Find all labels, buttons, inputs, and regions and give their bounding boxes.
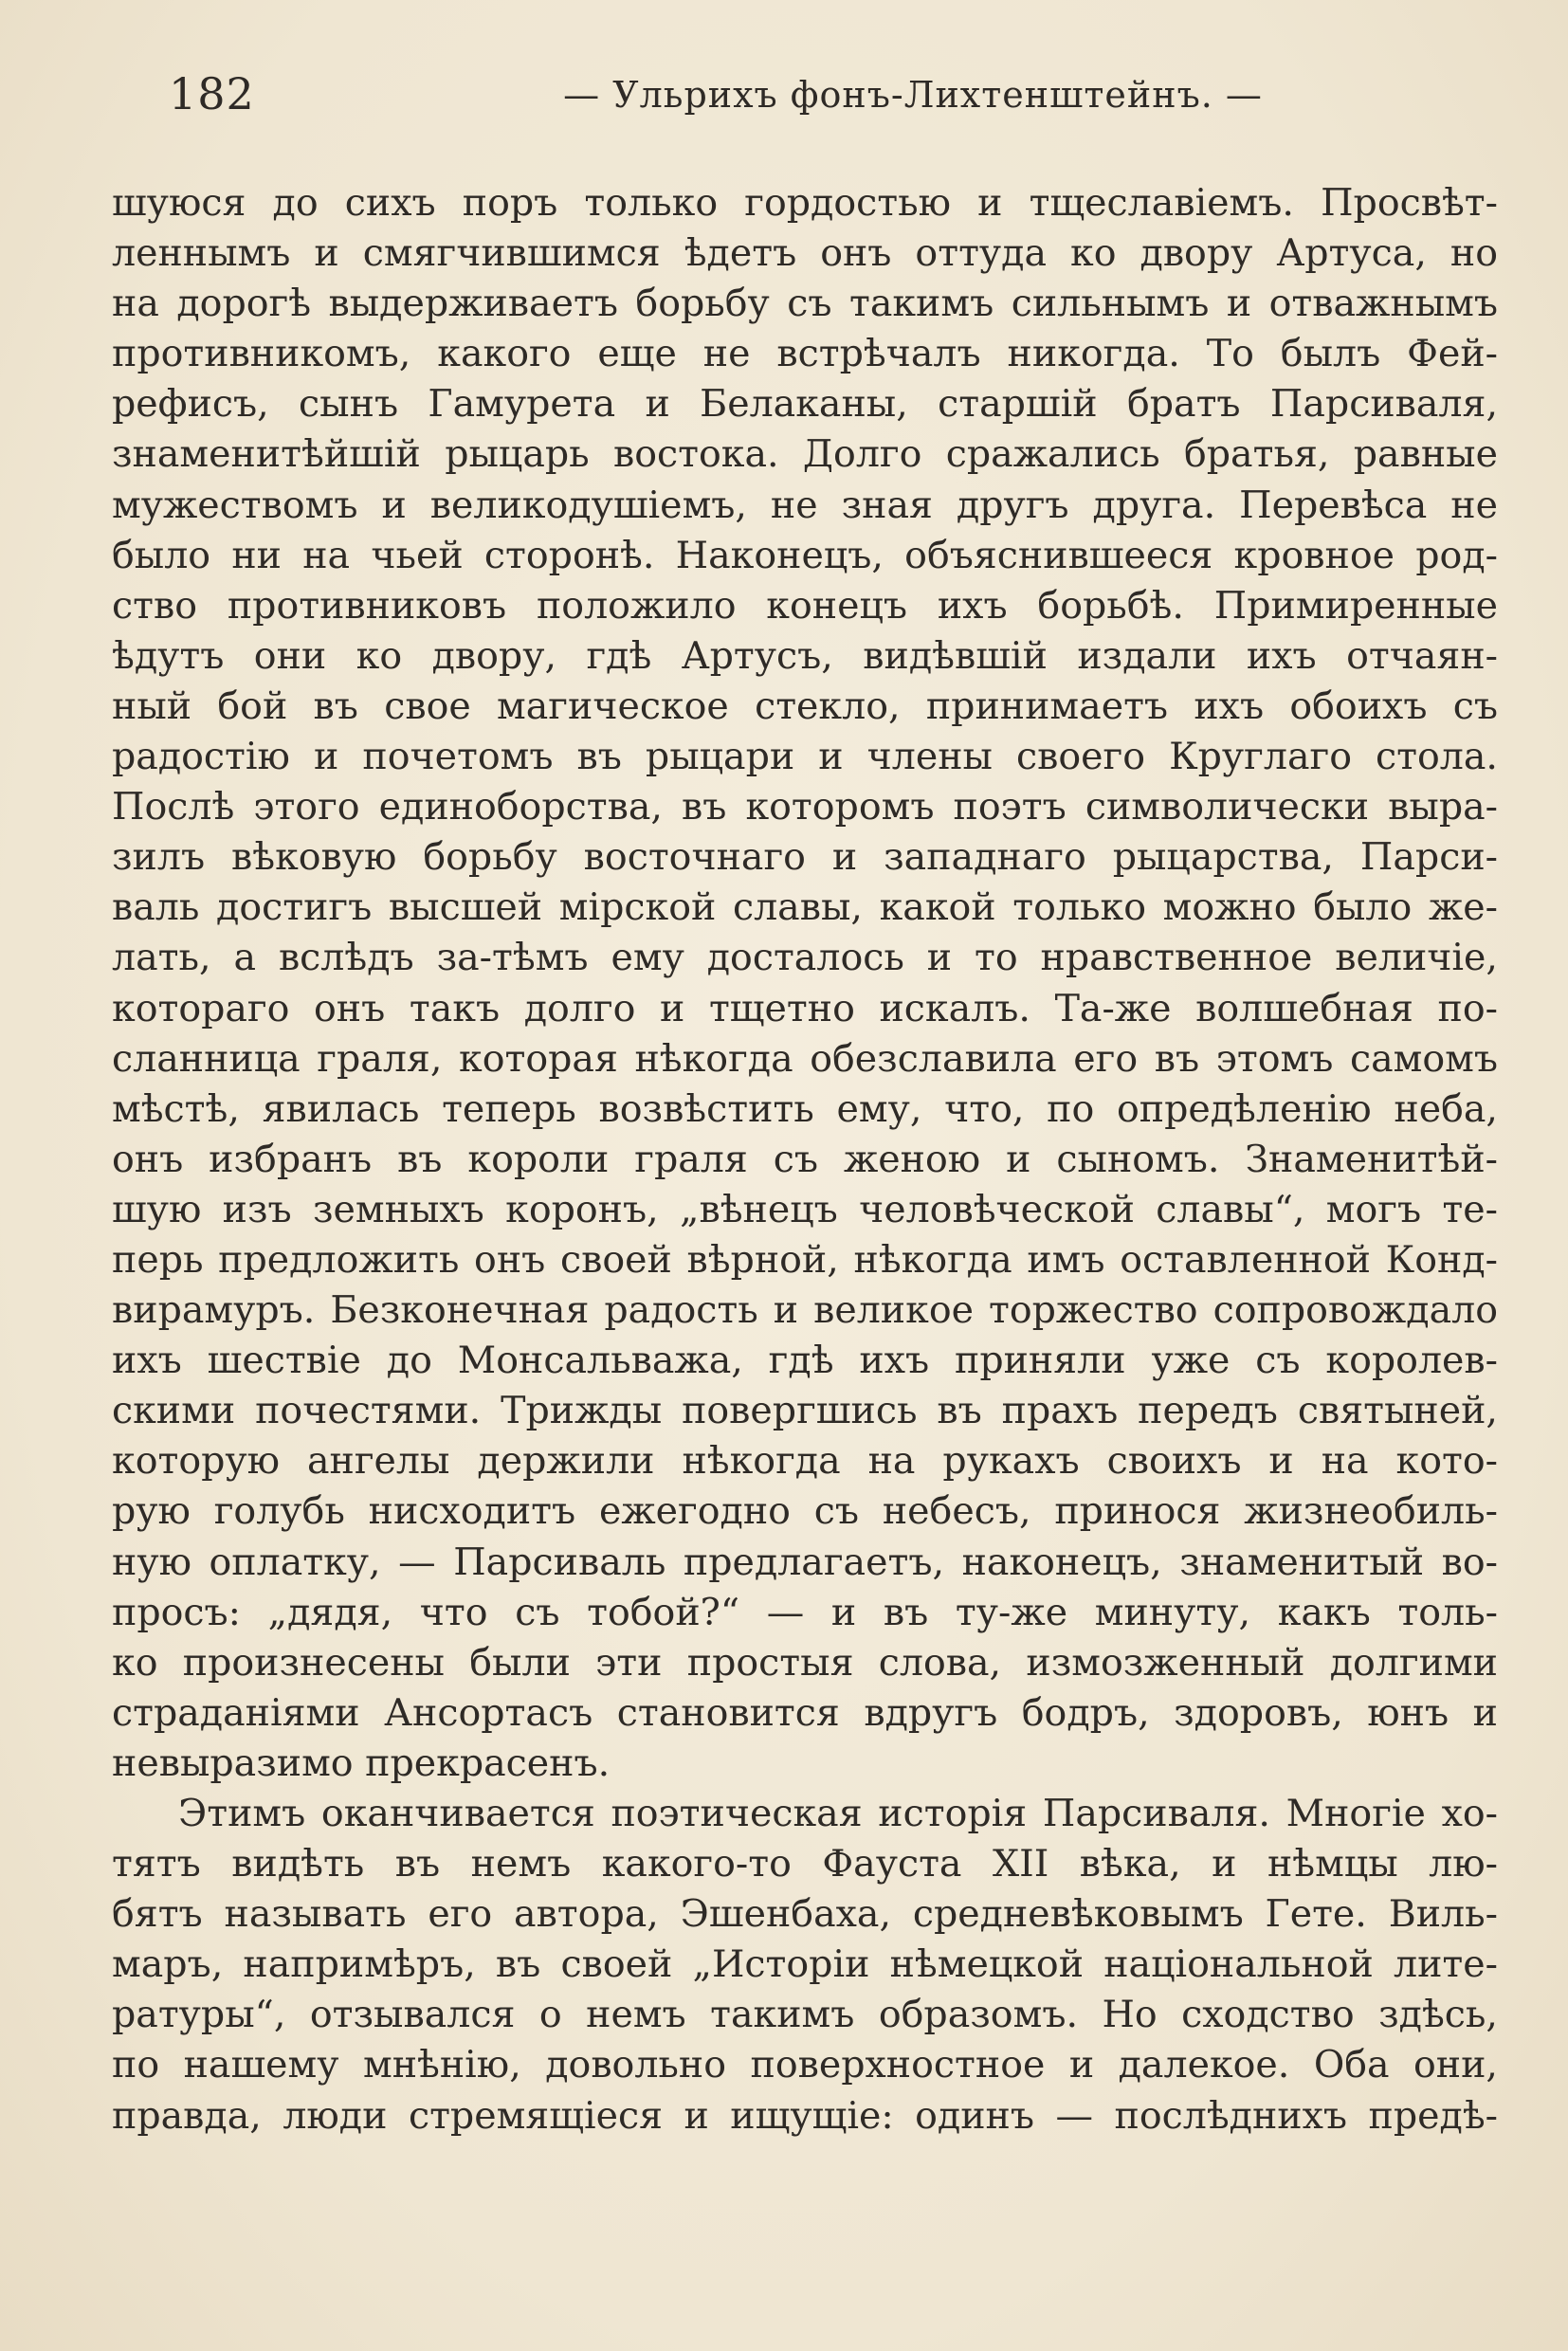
text-line: бятъ называть его автора, Эшенбаха, средневѣковымъ Гете. Виль- xyxy=(112,1892,1498,1937)
text-line: страданіями Ансортасъ становится вдругъ бодръ, здоровъ, юнъ и xyxy=(112,1690,1498,1735)
text-line: которую ангелы держили нѣкогда на рукахъ своихъ и на кото- xyxy=(112,1439,1498,1484)
text-line: ство противниковъ положило конецъ ихъ борьбѣ. Примиренные xyxy=(112,583,1498,628)
text-line: скими почестями. Трижды повергшись въ прахъ передъ святыней, xyxy=(112,1389,1498,1433)
text-line: ратуры“, отзывался о немъ такимъ образомъ. Но сходство здѣсь, xyxy=(112,1993,1498,2037)
text-line: лать, а вслѣдъ за-тѣмъ ему досталось и то нравственное величіе, xyxy=(112,936,1498,980)
text-line: радостію и почетомъ въ рыцари и члены своего Круглаго стола. xyxy=(112,735,1498,779)
text-line: валь достигъ высшей мірской славы, какой только можно было же- xyxy=(112,885,1498,930)
text-line: ную оплатку, — Парсиваль предлагаетъ, наконецъ, знаменитый во- xyxy=(112,1540,1498,1584)
text-line: Послѣ этого единоборства, въ которомъ поэтъ символически выра- xyxy=(112,785,1498,829)
text-line: невыразимо прекрасенъ. xyxy=(112,1740,611,1785)
text-line: вирамуръ. Безконечная радость и великое торжество сопровождало xyxy=(112,1288,1498,1333)
text-line: котораго онъ такъ долго и тщетно искалъ. Та-же волшебная по- xyxy=(112,986,1498,1030)
text-line: ко произнесены были эти простыя слова, измозженный долгими xyxy=(112,1640,1498,1685)
text-line: знаменитѣйшій рыцарь востока. Долго сражались братья, равные xyxy=(112,432,1498,477)
paragraph xyxy=(112,1789,1498,2141)
text-line: леннымъ и смягчившимся ѣдетъ онъ оттуда ко двору Артуса, но xyxy=(112,231,1498,276)
text-line: рую голубь нисходитъ ежегодно съ небесъ, принося жизнеобиль- xyxy=(112,1489,1498,1534)
text-line: ѣдутъ они ко двору, гдѣ Артусъ, видѣвшій издали ихъ отчаян- xyxy=(112,633,1498,678)
text-line: было ни на чьей сторонѣ. Наконецъ, объяснившееся кровное род- xyxy=(112,533,1498,577)
text-line: тятъ видѣть въ немъ какого-то Фауста XII вѣка, и нѣмцы лю- xyxy=(112,1842,1498,1886)
text-line: шую изъ земныхъ коронъ, „вѣнецъ человѣческой славы“, могъ те- xyxy=(112,1187,1498,1231)
paragraph xyxy=(112,178,1498,1789)
text-line: ный бой въ свое магическое стекло, принимаетъ ихъ обоихъ съ xyxy=(112,683,1498,728)
text-line: перь предложить онъ своей вѣрной, нѣкогда имъ оставленной Конд- xyxy=(112,1237,1498,1282)
running-title: — Ульрихъ фонъ-Лихтенштейнъ. — xyxy=(563,74,1263,116)
text-line: правда, люди стремящіеся и ищущіе: одинъ — послѣднихъ предѣ- xyxy=(112,2093,1498,2138)
text-line: по нашему мнѣнію, довольно поверхностное и далекое. Оба они, xyxy=(112,2043,1498,2087)
text-line: зилъ вѣковую борьбу восточнаго и западнаго рыцарства, Парси- xyxy=(112,835,1498,880)
text-line: на дорогѣ выдерживаетъ борьбу съ такимъ сильнымъ и отважнымъ xyxy=(112,282,1498,326)
text-line: рефисъ, сынъ Гамурета и Белаканы, старшій братъ Парсиваля, xyxy=(112,382,1498,427)
text-line: онъ избранъ въ короли граля съ женою и сыномъ. Знаменитѣй- xyxy=(112,1137,1498,1181)
text-line: Этимъ оканчивается поэтическая исторія Парсиваля. Многіе хо- xyxy=(178,1792,1498,1835)
page-header xyxy=(169,64,1496,131)
text-line: шуюся до сихъ поръ только гордостью и тщеславіемъ. Просвѣт- xyxy=(112,181,1498,225)
text-line: просъ: „дядя, что съ тобой?“ — и въ ту-же минуту, какъ толь- xyxy=(112,1590,1498,1634)
body-text xyxy=(112,178,1498,2141)
text-line: мѣстѣ, явилась теперь возвѣстить ему, что, по опредѣленію неба, xyxy=(112,1086,1498,1131)
text-line: ихъ шествіе до Монсальважа, гдѣ ихъ приняли уже съ королев- xyxy=(112,1339,1498,1383)
text-line: маръ, напримѣръ, въ своей „Исторіи нѣмецкой національной лите- xyxy=(112,1942,1498,1987)
text-line: мужествомъ и великодушіемъ, не зная другъ друга. Перевѣса не xyxy=(112,483,1498,527)
text-line: противникомъ, какого еще не встрѣчалъ никогда. То былъ Фей- xyxy=(112,332,1498,376)
page-number: 182 xyxy=(169,68,255,119)
text-line: сланница граля, которая нѣкогда обезславила его въ этомъ самомъ xyxy=(112,1036,1498,1081)
